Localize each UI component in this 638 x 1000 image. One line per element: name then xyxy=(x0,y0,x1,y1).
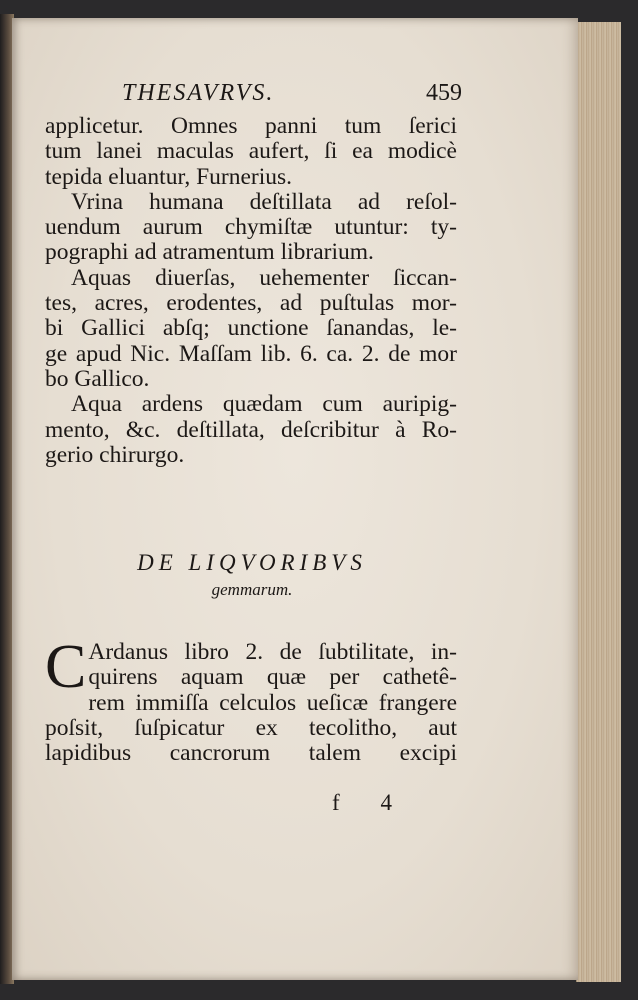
text-line: applicetur. Omnes panni tum ſerici xyxy=(45,113,457,139)
paragraph-2 xyxy=(45,190,457,266)
text-line: lapidibus cancrorum talem excipi xyxy=(45,740,457,767)
section-heading xyxy=(92,550,412,604)
paragraph-4 xyxy=(45,392,457,468)
text-line: gerio chirurgo. xyxy=(45,441,185,468)
text-line: quirens aquam quæ per cathetê- xyxy=(88,664,457,691)
text-line: bi Gallici abſq; unctione ſanandas, le- xyxy=(45,315,457,342)
text-line: tes, acres, erodentes, ad puſtulas mor- xyxy=(45,290,457,317)
text-line: poſsit, ſuſpicatur ex tecolitho, aut xyxy=(45,714,457,741)
text-line: tum lanei maculas aufert, ſi ea modicè xyxy=(45,138,457,165)
text-line: tepida eluantur, Furnerius. xyxy=(45,163,293,190)
section-heading-subtitle: gemmarum. xyxy=(211,580,293,599)
running-head-title: THESAVRVS. xyxy=(122,80,275,106)
page-edges xyxy=(576,22,621,982)
text-line: ge apud Nic. Maſſam lib. 6. ca. 2. de mor xyxy=(45,340,457,367)
text-line: Aquas diuerſas, uehementer ſiccan- xyxy=(71,264,457,291)
text-line: Vrina humana deſtillata ad reſol- xyxy=(71,188,457,215)
text-line: bo Gallico. xyxy=(45,365,150,392)
signature-mark: f xyxy=(332,790,340,815)
catchline xyxy=(332,790,392,816)
paragraph-1 xyxy=(45,114,457,190)
text-line: rem immiſſa celculos ueſicæ frangere xyxy=(88,689,457,716)
body-text xyxy=(45,114,457,468)
text-line: pographi ad atramentum librarium. xyxy=(45,239,374,266)
text-line: mento, &c. deſtillata, deſcribitur à Ro- xyxy=(45,416,457,443)
paragraph-3 xyxy=(45,266,457,392)
text-line: uendum aurum chymiſtæ utuntur: ty- xyxy=(45,214,457,241)
page-number: 459 xyxy=(426,80,462,106)
book-page xyxy=(12,18,578,980)
text-line: Aqua ardens quædam cum auripig- xyxy=(71,391,457,418)
signature-number: 4 xyxy=(380,790,392,815)
final-paragraph xyxy=(45,633,457,767)
drop-cap: C xyxy=(45,633,87,701)
text-line: Ardanus libro 2. de ſubtilitate, in- xyxy=(88,639,457,665)
running-head xyxy=(122,80,462,114)
section-heading-title: DE LIQVORIBVS xyxy=(137,550,367,575)
